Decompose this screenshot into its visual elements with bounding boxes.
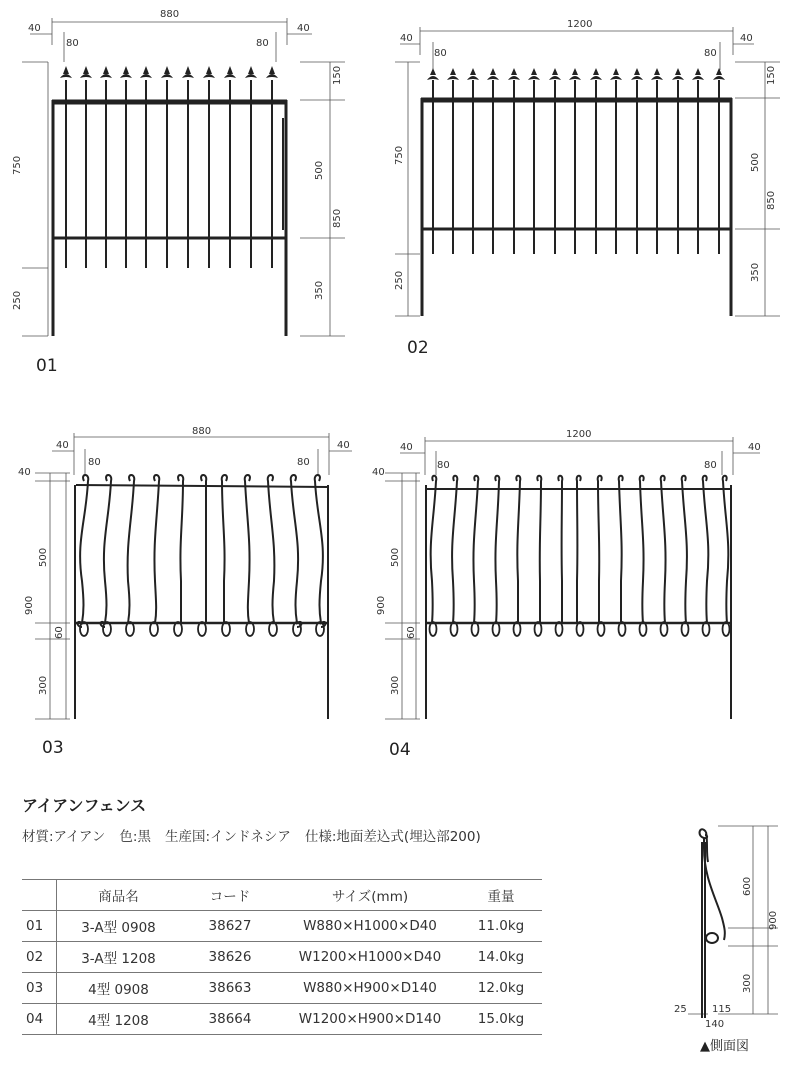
dim-height-top: 150 bbox=[766, 65, 777, 85]
product-size: W1200×H900×D140 bbox=[280, 1004, 460, 1035]
dim-height-mid: 500 bbox=[314, 160, 325, 180]
side-dim-left: 25 bbox=[674, 1004, 687, 1015]
fence-drawing-02 bbox=[390, 0, 800, 390]
dim-inner-left: 80 bbox=[66, 38, 79, 49]
fence-02-bars bbox=[421, 68, 732, 316]
figure-label-03: 03 bbox=[42, 738, 64, 758]
product-weight: 15.0kg bbox=[460, 1004, 542, 1035]
product-size: W880×H900×D140 bbox=[280, 973, 460, 1004]
side-view-drawing bbox=[668, 818, 798, 1038]
dim-height-lower: 300 bbox=[38, 675, 49, 695]
side-view-label: ▲側面図 bbox=[700, 1039, 749, 1054]
dim-right-margin: 40 bbox=[297, 23, 310, 34]
figure-label-01: 01 bbox=[36, 356, 58, 376]
dim-height-above: 850 bbox=[332, 208, 343, 228]
dim-inner-right: 80 bbox=[704, 48, 717, 59]
product-weight: 11.0kg bbox=[460, 911, 542, 942]
dim-inner-right: 80 bbox=[704, 460, 717, 471]
product-name: 4型 1208 bbox=[57, 1004, 181, 1035]
dim-height-below: 350 bbox=[750, 262, 761, 282]
dim-inner-left: 80 bbox=[434, 48, 447, 59]
fence-drawing-03 bbox=[0, 425, 400, 745]
header-cell: サイズ(mm) bbox=[280, 880, 460, 911]
product-code: 38664 bbox=[180, 1004, 280, 1035]
dim-left-margin: 40 bbox=[400, 442, 413, 453]
dim-height-total: 900 bbox=[376, 595, 387, 615]
fence-03-bars bbox=[75, 475, 328, 719]
dim-right-margin: 40 bbox=[748, 442, 761, 453]
header-cell: コード bbox=[180, 880, 280, 911]
product-specs bbox=[22, 825, 495, 845]
row-number: 02 bbox=[22, 942, 57, 973]
dim-height-top: 150 bbox=[332, 65, 343, 85]
dim-left-margin: 40 bbox=[28, 23, 41, 34]
dim-top-width: 880 bbox=[160, 9, 180, 20]
dim-height-total: 750 bbox=[12, 155, 23, 175]
dim-height-upper: 500 bbox=[390, 547, 401, 567]
header-cell bbox=[22, 880, 57, 911]
fence-04-bars bbox=[426, 476, 732, 719]
dim-height-top: 40 bbox=[18, 467, 31, 478]
dim-top-width: 1200 bbox=[567, 19, 593, 30]
product-name: 3-A型 1208 bbox=[57, 942, 181, 973]
product-code: 38627 bbox=[180, 911, 280, 942]
dim-height-mid: 60 bbox=[54, 626, 65, 639]
product-size: W1200×H1000×D40 bbox=[280, 942, 460, 973]
side-dim-lower: 300 bbox=[742, 973, 753, 993]
table-row bbox=[22, 911, 542, 942]
side-dim-upper: 600 bbox=[742, 876, 753, 896]
dim-inner-right: 80 bbox=[256, 38, 269, 49]
dim-left-margin: 40 bbox=[56, 440, 69, 451]
dim-inner-right: 80 bbox=[297, 457, 310, 468]
product-size: W880×H1000×D40 bbox=[280, 911, 460, 942]
table-row bbox=[22, 942, 542, 973]
row-number: 04 bbox=[22, 1004, 57, 1035]
product-name: 4型 0908 bbox=[57, 973, 181, 1004]
side-dim-right: 115 bbox=[712, 1004, 732, 1015]
fence-drawing-04 bbox=[370, 425, 800, 745]
product-code: 38663 bbox=[180, 973, 280, 1004]
dim-height-total: 900 bbox=[24, 595, 35, 615]
dim-height-bury: 250 bbox=[394, 270, 405, 290]
spec-color: 色:黒 bbox=[119, 829, 151, 845]
row-number: 01 bbox=[22, 911, 57, 942]
product-name: 3-A型 0908 bbox=[57, 911, 181, 942]
product-weight: 12.0kg bbox=[460, 973, 542, 1004]
dim-height-below: 350 bbox=[314, 280, 325, 300]
table-header-row bbox=[22, 880, 542, 911]
dim-height-mid: 500 bbox=[750, 152, 761, 172]
dim-right-margin: 40 bbox=[337, 440, 350, 451]
dim-height-lower: 300 bbox=[390, 675, 401, 695]
header-cell: 商品名 bbox=[57, 880, 181, 911]
dim-height-top: 40 bbox=[372, 467, 385, 478]
dim-height-total: 750 bbox=[394, 145, 405, 165]
header-cell: 重量 bbox=[460, 880, 542, 911]
dim-height-bury: 250 bbox=[12, 290, 23, 310]
product-table bbox=[22, 879, 542, 1035]
table-row bbox=[22, 973, 542, 1004]
fence-drawing-01 bbox=[0, 0, 400, 390]
spec-installation: 仕様:地面差込式(埋込部200) bbox=[304, 829, 481, 845]
dim-top-width: 880 bbox=[192, 426, 212, 437]
dim-height-above: 850 bbox=[766, 190, 777, 210]
dim-height-mid: 60 bbox=[406, 626, 417, 639]
row-number: 03 bbox=[22, 973, 57, 1004]
dim-top-width: 1200 bbox=[566, 429, 592, 440]
dim-inner-left: 80 bbox=[88, 457, 101, 468]
product-weight: 14.0kg bbox=[460, 942, 542, 973]
dim-inner-left: 80 bbox=[437, 460, 450, 471]
dim-height-upper: 500 bbox=[38, 547, 49, 567]
side-dim-total: 900 bbox=[768, 910, 779, 930]
spec-origin: 生産国:インドネシア bbox=[164, 829, 291, 845]
side-dim-width: 140 bbox=[705, 1019, 725, 1030]
figure-label-02: 02 bbox=[407, 338, 429, 358]
spec-material: 材質:アイアン bbox=[22, 829, 106, 845]
product-code: 38626 bbox=[180, 942, 280, 973]
product-title: アイアンフェンス bbox=[22, 796, 147, 815]
figure-label-04: 04 bbox=[389, 740, 411, 760]
dim-right-margin: 40 bbox=[740, 33, 753, 44]
table-row bbox=[22, 1004, 542, 1035]
side-view-profile bbox=[700, 829, 725, 1018]
fence-01-bars bbox=[52, 66, 287, 336]
dim-left-margin: 40 bbox=[400, 33, 413, 44]
